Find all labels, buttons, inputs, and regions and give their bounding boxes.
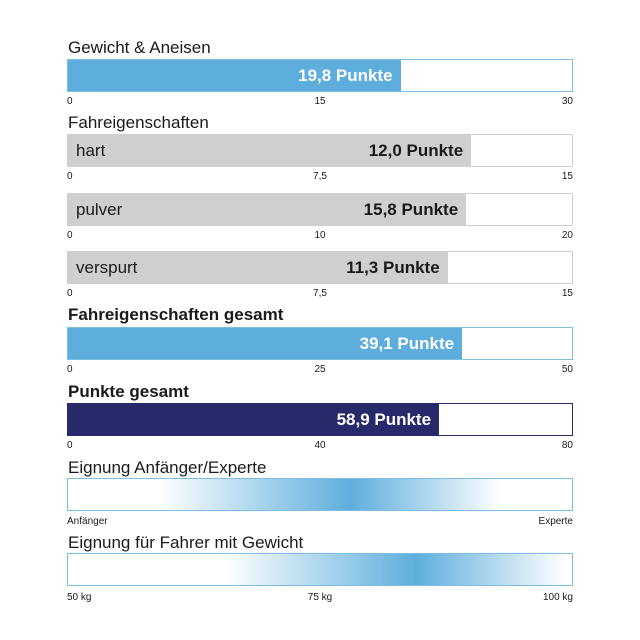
bar-hart (67, 134, 573, 167)
bar-fill-hart (68, 135, 471, 166)
value-label-punkte-gesamt: 58,9 Punkte (336, 409, 432, 429)
value-label-gewicht: 19,8 Punkte (298, 65, 393, 85)
chart-title-eignung-gewicht: Eignung für Fahrer mit Gewicht (68, 533, 304, 552)
tick-label: 30 (561, 96, 573, 107)
bar-pulver (67, 193, 573, 226)
value-label-pulver: 15,8 Punkte (363, 199, 459, 219)
gradient-bar-eignung-anfaenger-experte (67, 478, 573, 511)
bar-fill-gewicht (68, 60, 401, 91)
chart-title-eignung-anfaenger-experte: Eignung Anfänger/Experte (68, 458, 267, 477)
chart-title-punkte-gesamt: Punkte gesamt (68, 382, 189, 401)
tick-label: 50 (561, 364, 573, 375)
tick-label: 0 (67, 440, 73, 451)
bar-fill-punkte-gesamt (68, 404, 439, 435)
tick-label: 20 (561, 230, 573, 241)
tick-label: 0 (67, 288, 73, 299)
bar-verspurt (67, 251, 573, 284)
bar-fahreigenschaften-gesamt (67, 327, 573, 360)
tick-label: 75 kg (307, 592, 333, 603)
series-label-pulver: pulver (76, 199, 123, 219)
tick-label: 15 (561, 288, 573, 299)
tick-label: 40 (314, 440, 326, 451)
tick-label: Experte (538, 516, 573, 527)
tick-label: 15 (561, 171, 573, 182)
value-label-fahreigenschaften-gesamt: 39,1 Punkte (359, 333, 455, 353)
tick-label: 15 (314, 96, 326, 107)
bar-punkte-gesamt (67, 403, 573, 436)
tick-label: 10 (314, 230, 326, 241)
tick-label: 7,5 (313, 171, 327, 182)
tick-label: Anfänger (67, 516, 108, 527)
chart-title-gewicht: Gewicht & Aneisen (68, 38, 211, 57)
chart-title-fahreigenschaften: Fahreigenschaften (68, 113, 209, 132)
tick-label: 50 kg (67, 592, 92, 603)
bar-gewicht (67, 59, 573, 92)
tick-label: 0 (67, 364, 73, 375)
tick-label: 0 (67, 171, 73, 182)
series-label-hart: hart (76, 140, 106, 160)
tick-label: 80 (561, 440, 573, 451)
series-label-verspurt: verspurt (76, 257, 138, 277)
chart-title-fahreigenschaften-gesamt: Fahreigenschaften gesamt (68, 305, 284, 324)
tick-label: 25 (314, 364, 326, 375)
value-label-hart: 12,0 Punkte (368, 140, 464, 160)
tick-label: 0 (67, 96, 73, 107)
tick-label: 100 kg (542, 592, 573, 603)
gradient-bar-eignung-gewicht (67, 553, 573, 586)
tick-label: 0 (67, 230, 73, 241)
bar-fill-fahreigenschaften-gesamt (68, 328, 462, 359)
tick-label: 7,5 (313, 288, 327, 299)
value-label-verspurt: 11,3 Punkte (346, 257, 440, 277)
bar-fill-pulver (68, 194, 466, 225)
